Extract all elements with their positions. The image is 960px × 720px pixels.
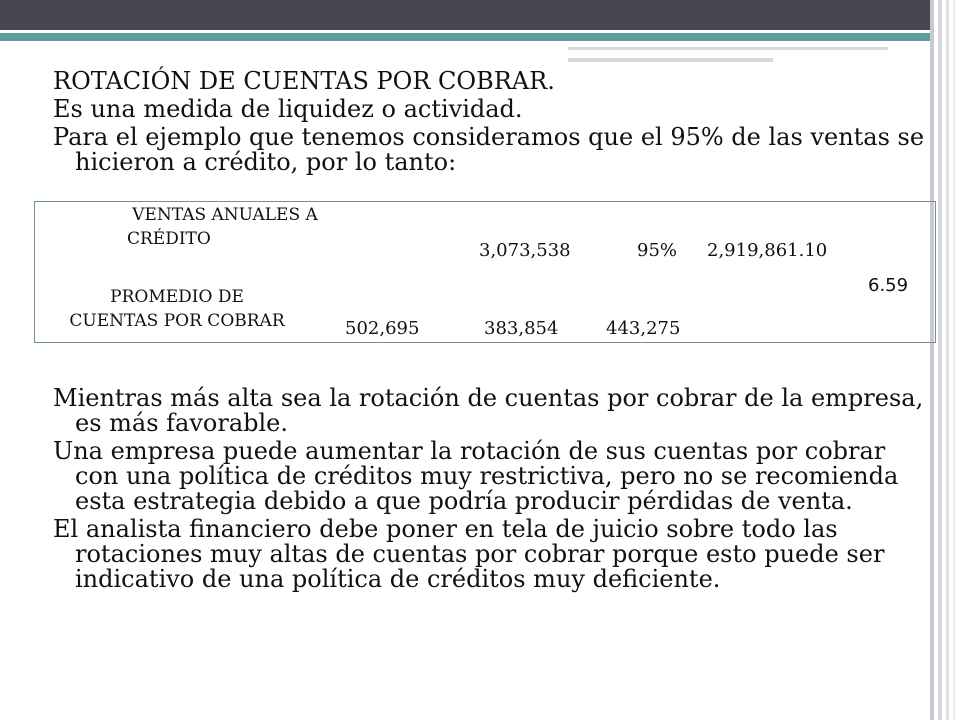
conclusion-text [53, 386, 933, 595]
intro-text [53, 69, 933, 178]
row-label-annual-credit-sales [45, 203, 405, 251]
slide-heading: ROTACIÓN DE CUENTAS POR COBRAR. [53, 67, 555, 95]
label-line: PROMEDIO DE [110, 287, 244, 307]
label-line: CRÉDITO [127, 229, 211, 249]
label-line: VENTAS ANUALES A [132, 205, 318, 225]
accent-strip [0, 33, 930, 41]
accent-line [568, 58, 773, 62]
label-line: CUENTAS POR COBRAR [69, 311, 285, 331]
turnover-ratio: 6.59 [868, 275, 909, 296]
conclusion-line: Mientras más alta sea la rotación de cuentas por cobrar de la empresa, es más favorable. [53, 384, 924, 437]
intro-line: Es una medida de liquidez o actividad. [53, 95, 523, 123]
turnover-table [34, 201, 936, 343]
receivables-value-2: 383,854 [484, 318, 559, 339]
side-rail [953, 0, 955, 720]
receivables-value-1: 502,695 [345, 318, 420, 339]
accent-line [568, 47, 888, 50]
row-label-average-receivables [37, 285, 317, 333]
conclusion-line: El analista financiero debe poner en tela de juicio sobre todo las rotaciones muy altas de cuentas por cobrar porque esto puede ser indicativo de una política de créditos muy deficiente. [53, 515, 885, 593]
receivables-average: 443,275 [606, 318, 681, 339]
credit-sales-value: 2,919,861.10 [707, 240, 828, 261]
intro-line: Para el ejemplo que tenemos consideramos que el 95% de las ventas se hicieron a crédito, por lo tanto: [53, 123, 925, 176]
conclusion-line: Una empresa puede aumentar la rotación de sus cuentas por cobrar con una política de créditos muy restrictiva, pero no se recomienda esta estrategia debido a que podría producir pérdidas de venta. [53, 437, 899, 515]
side-rail [938, 0, 942, 720]
side-rail [946, 0, 949, 720]
title-bar-decoration [0, 0, 930, 30]
credit-percent-value: 95% [637, 240, 678, 261]
annual-sales-value: 3,073,538 [479, 240, 571, 261]
